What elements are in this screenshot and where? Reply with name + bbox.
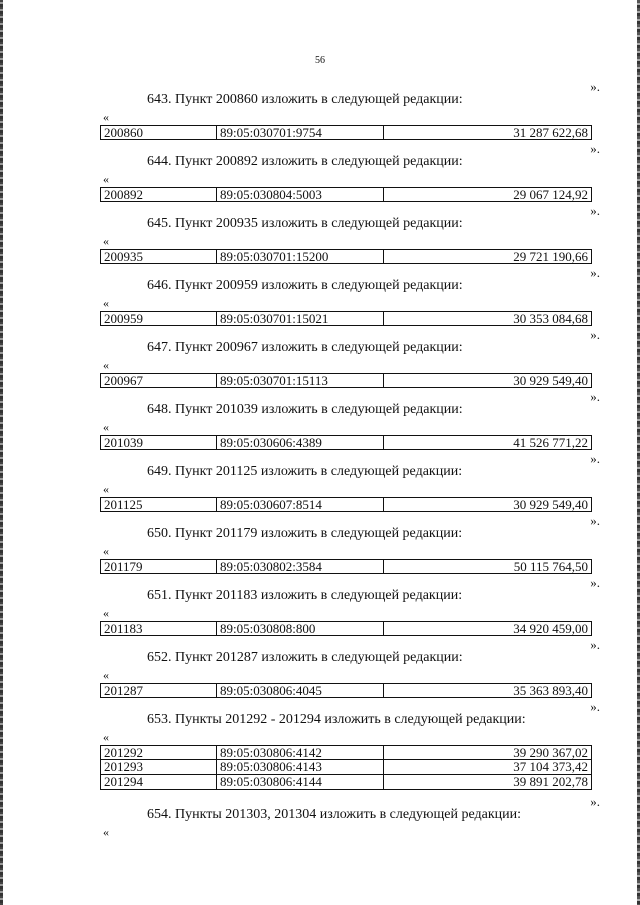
table-row	[100, 775, 592, 790]
amendment-text: 652. Пункт 201287 изложить в следующей редакции:	[147, 650, 463, 665]
table-row	[100, 249, 592, 264]
amendment-table	[100, 435, 592, 450]
cadastral-number-cell: 89:05:030606:4389	[217, 436, 384, 449]
table-row	[100, 435, 592, 450]
amendment-text: 654. Пункты 201303, 201304 изложить в следующей редакции:	[147, 807, 522, 822]
opening-quote: «	[103, 110, 109, 124]
amendment-table	[100, 125, 592, 140]
table-row	[100, 497, 592, 512]
cadastral-value-cell: 39 891 202,78	[513, 774, 588, 789]
item-number-cell: 201292	[101, 746, 217, 759]
cadastral-value-cell: 41 526 771,22	[513, 435, 588, 450]
item-number-cell: 201125	[101, 498, 217, 511]
amendment-text: 644. Пункт 200892 изложить в следующей редакции:	[147, 154, 463, 169]
cadastral-number-cell: 89:05:030808:800	[217, 622, 384, 635]
cadastral-number-cell: 89:05:030607:8514	[217, 498, 384, 511]
closing-quote: ».	[590, 79, 600, 94]
cadastral-value-cell: 34 920 459,00	[513, 621, 588, 636]
closing-quote: ».	[590, 794, 600, 809]
amendment-table	[100, 373, 592, 388]
cadastral-value-cell: 31 287 622,68	[513, 125, 588, 140]
amendment-text: 650. Пункт 201179 изложить в следующей редакции:	[147, 526, 463, 541]
opening-quote: «	[103, 544, 109, 558]
table-row	[100, 187, 592, 202]
item-number-cell: 200967	[101, 374, 217, 387]
cadastral-number-cell: 89:05:030802:3584	[217, 560, 384, 573]
opening-quote: «	[103, 482, 109, 496]
amendment-item	[0, 390, 640, 452]
cadastral-number-cell: 89:05:030701:15113	[217, 374, 384, 387]
amendment-item	[0, 328, 640, 390]
cadastral-value-cell: 30 929 549,40	[513, 373, 588, 388]
item-number-cell: 201039	[101, 436, 217, 449]
closing-quote: ».	[590, 451, 600, 466]
amendment-list	[0, 80, 640, 857]
closing-quote: ».	[590, 699, 600, 714]
amendment-table	[100, 187, 592, 202]
amendment-table	[100, 745, 592, 790]
table-row	[100, 745, 592, 760]
opening-quote: «	[103, 420, 109, 434]
amendment-item	[0, 638, 640, 700]
cadastral-number-cell: 89:05:030804:5003	[217, 188, 384, 201]
amendment-text: 649. Пункт 201125 изложить в следующей редакции:	[147, 464, 463, 479]
item-number-cell: 201294	[101, 775, 217, 789]
amendment-table	[100, 497, 592, 512]
amendment-table	[100, 683, 592, 698]
opening-quote: «	[103, 296, 109, 310]
amendment-text: 651. Пункт 201183 изложить в следующей редакции:	[147, 588, 463, 603]
amendment-text: 647. Пункт 200967 изложить в следующей редакции:	[147, 340, 463, 355]
amendment-text: 643. Пункт 200860 изложить в следующей редакции:	[147, 92, 463, 107]
opening-quote: «	[103, 668, 109, 682]
cadastral-number-cell: 89:05:030806:4045	[217, 684, 384, 697]
item-number-cell: 200935	[101, 250, 217, 263]
item-number-cell: 200959	[101, 312, 217, 325]
cadastral-number-cell: 89:05:030701:15021	[217, 312, 384, 325]
cadastral-value-cell: 50 115 764,50	[513, 559, 588, 574]
closing-quote: ».	[590, 389, 600, 404]
table-row	[100, 683, 592, 698]
closing-quote: ».	[590, 141, 600, 156]
cadastral-value-cell: 29 067 124,92	[513, 187, 588, 202]
closing-quote: ».	[590, 327, 600, 342]
opening-quote: «	[103, 234, 109, 248]
amendment-item	[0, 795, 640, 857]
amendment-table	[100, 559, 592, 574]
amendment-text: 653. Пункты 201292 - 201294 изложить в следующей редакции:	[147, 712, 526, 727]
table-row	[100, 311, 592, 326]
closing-quote: ».	[590, 637, 600, 652]
opening-quote: «	[103, 606, 109, 620]
amendment-table	[100, 249, 592, 264]
cadastral-number-cell: 89:05:030701:9754	[217, 126, 384, 139]
table-row	[100, 621, 592, 636]
opening-quote: «	[103, 172, 109, 186]
item-number-cell: 201287	[101, 684, 217, 697]
amendment-item	[0, 80, 640, 142]
opening-quote: «	[103, 825, 109, 839]
opening-quote: «	[103, 358, 109, 372]
amendment-item	[0, 266, 640, 328]
page-number: 56	[315, 55, 325, 66]
closing-quote: ».	[590, 575, 600, 590]
amendment-item	[0, 514, 640, 576]
amendment-item	[0, 204, 640, 266]
item-number-cell: 201293	[101, 760, 217, 774]
cadastral-number-cell: 89:05:030701:15200	[217, 250, 384, 263]
item-number-cell: 200892	[101, 188, 217, 201]
amendment-item	[0, 576, 640, 638]
closing-quote: ».	[590, 265, 600, 280]
amendment-text: 648. Пункт 201039 изложить в следующей редакции:	[147, 402, 463, 417]
item-number-cell: 200860	[101, 126, 217, 139]
cadastral-value-cell: 35 363 893,40	[513, 683, 588, 698]
amendment-table	[100, 311, 592, 326]
amendment-text: 646. Пункт 200959 изложить в следующей редакции:	[147, 278, 463, 293]
cadastral-value-cell: 30 353 084,68	[513, 311, 588, 326]
cadastral-value-cell: 39 290 367,02	[513, 745, 588, 760]
cadastral-number-cell: 89:05:030806:4142	[217, 746, 384, 759]
item-number-cell: 201183	[101, 622, 217, 635]
cadastral-value-cell: 29 721 190,66	[513, 249, 588, 264]
table-row	[100, 760, 592, 775]
table-row	[100, 373, 592, 388]
cadastral-number-cell: 89:05:030806:4144	[217, 775, 384, 789]
table-row	[100, 125, 592, 140]
amendment-table	[100, 621, 592, 636]
table-row	[100, 559, 592, 574]
item-number-cell: 201179	[101, 560, 217, 573]
amendment-text: 645. Пункт 200935 изложить в следующей редакции:	[147, 216, 463, 231]
cadastral-number-cell: 89:05:030806:4143	[217, 760, 384, 774]
closing-quote: ».	[590, 513, 600, 528]
cadastral-value-cell: 37 104 373,42	[513, 759, 588, 774]
amendment-item	[0, 142, 640, 204]
closing-quote: ».	[590, 203, 600, 218]
amendment-item	[0, 452, 640, 514]
opening-quote: «	[103, 730, 109, 744]
amendment-item	[0, 700, 640, 795]
cadastral-value-cell: 30 929 549,40	[513, 497, 588, 512]
